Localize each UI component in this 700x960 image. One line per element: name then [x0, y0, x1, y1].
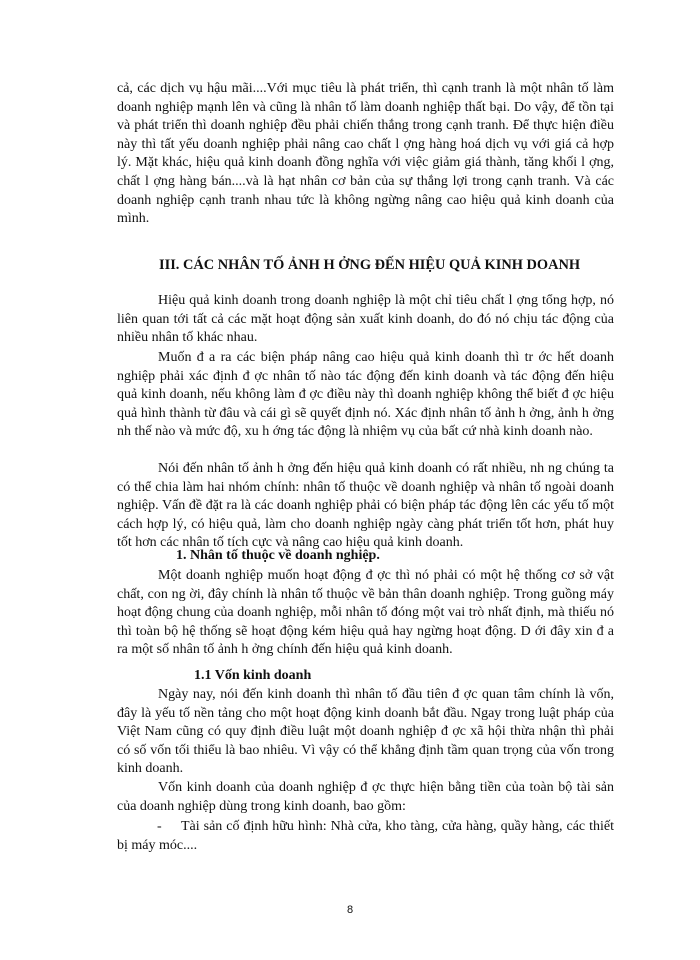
- paragraph-capital-definition: Vốn kinh doanh của doanh nghiệp đ ợc thực hiện bằng tiền của toàn bộ tài sản của doanh nghiệp dùng trong kinh doanh, bao gồm:: [117, 780, 614, 814]
- paragraph-factors-identification: Muốn đ a ra các biện pháp nâng cao hiệu quả kinh doanh thì tr ớc hết doanh nghiệp phải xác định đ ợc nhân tố nào tác động đến kinh doanh và tác động đến hiệu quả kinh doanh, nếu không làm đ ợc điều này thì doanh nghiệp không thể biết đ ợc hiệu quả hình thành từ đâu và cái gì sẽ quyết định nó. Xác định nhân tố ảnh h ởng, ảnh h ởng nh thế nào và mức độ, xu h ớng tác động là nhiệm vụ của bất cứ nhà kinh doanh nào.: [117, 350, 614, 440]
- list-item: [117, 818, 614, 855]
- page-number: 8: [346, 904, 354, 916]
- paragraph-competition: cả, các dịch vụ hậu mãi....Với mục tiêu là phát triển, thì cạnh tranh là một nhân tố làm doanh nghiệp mạnh lên và cũng là nhân tố làm doanh nghiệp thất bại. Do vậy, để tồn tại và phát triển thì doanh nghiệp đều phải chiến thắng trong cạnh tranh. Để thực hiện điều này thì tất yếu doanh nghiệp phải nâng cao chất l ợng hàng hoá dịch vụ với giá cả hợp lý. Mặt khác, hiệu quả kinh doanh đồng nghĩa với việc giảm giá thành, tăng khối l ợng, chất l ợng hàng bán....và là hạt nhân cơ bản của sự thắng lợi trong cạnh tranh. Và các doanh nghiệp cạnh tranh nhau tức là không ngừng nâng cao hiệu quả kinh doanh của mình.: [117, 81, 614, 227]
- section-heading: III. CÁC NHÂN TỐ ẢNH H ỞNG ĐẾN HIỆU QUẢ KINH DOANH: [159, 257, 581, 273]
- bullet-text: Tài sản cố định hữu hình: Nhà cửa, kho tàng, cửa hàng, quầy hàng, các thiết bị máy móc....: [117, 819, 614, 853]
- paragraph-factor-groups: Nói đến nhân tố ảnh h ởng đến hiệu quả kinh doanh có rất nhiều, nh ng chúng ta có thể chia làm hai nhóm chính: nhân tố thuộc về doanh nghiệp và nhân tố ngoài doanh nghiệp. Vấn đề đặt ra là các doanh nghiệp phải có biện pháp tác động lên các yếu tố một cách hợp lý, có hiệu quả, làm cho doanh nghiệp ngày càng phát triển tốt hơn, phát huy tốt hơn các nhân tố tích cực và nâng cao hiệu quả kinh doanh.: [117, 461, 614, 551]
- bullet-dash: -: [157, 819, 162, 834]
- paragraph-capital-importance: Ngày nay, nói đến kinh doanh thì nhân tố đầu tiên đ ợc quan tâm chính là vốn, đây là yếu tố nền tảng cho một hoạt động kinh doanh bắt đầu. Ngay trong luật pháp của Việt Nam cũng có quy định điều luật một doanh nghiệp đ ợc xã hội thừa nhận thì phải có số vốn tối thiểu là bao nhiêu. Vì vậy có thể khẳng định tầm quan trọng của vốn trong kinh doanh.: [117, 687, 614, 777]
- paragraph-intro: Hiệu quả kinh doanh trong doanh nghiệp là một chỉ tiêu chất l ợng tổng hợp, nó liên quan tới tất cả các mặt hoạt động sản xuất kinh doanh, do đó nó chịu tác động của nhiều nhân tố khác nhau.: [117, 293, 614, 346]
- subheading-business-capital: 1.1 Vốn kinh doanh: [194, 668, 312, 683]
- paragraph-internal-factors: Một doanh nghiệp muốn hoạt động đ ợc thì nó phải có một hệ thống cơ sở vật chất, con ng ời, đây chính là nhân tố thuộc về bản thân doanh nghiệp. Trong guồng máy hoạt động chung của doanh nghiệp, mỗi nhân tố đóng một vai trò nhất định, mà thiếu nó thì toàn bộ hệ thống sẽ hoạt động kém hiệu quả hay ngừng hoạt động. D ới đây xin đ a ra một số nhân tố ảnh h ởng chính đến hiệu quả kinh doanh.: [117, 568, 614, 658]
- subheading-internal-factors: 1. Nhân tố thuộc về doanh nghiệp.: [176, 548, 380, 563]
